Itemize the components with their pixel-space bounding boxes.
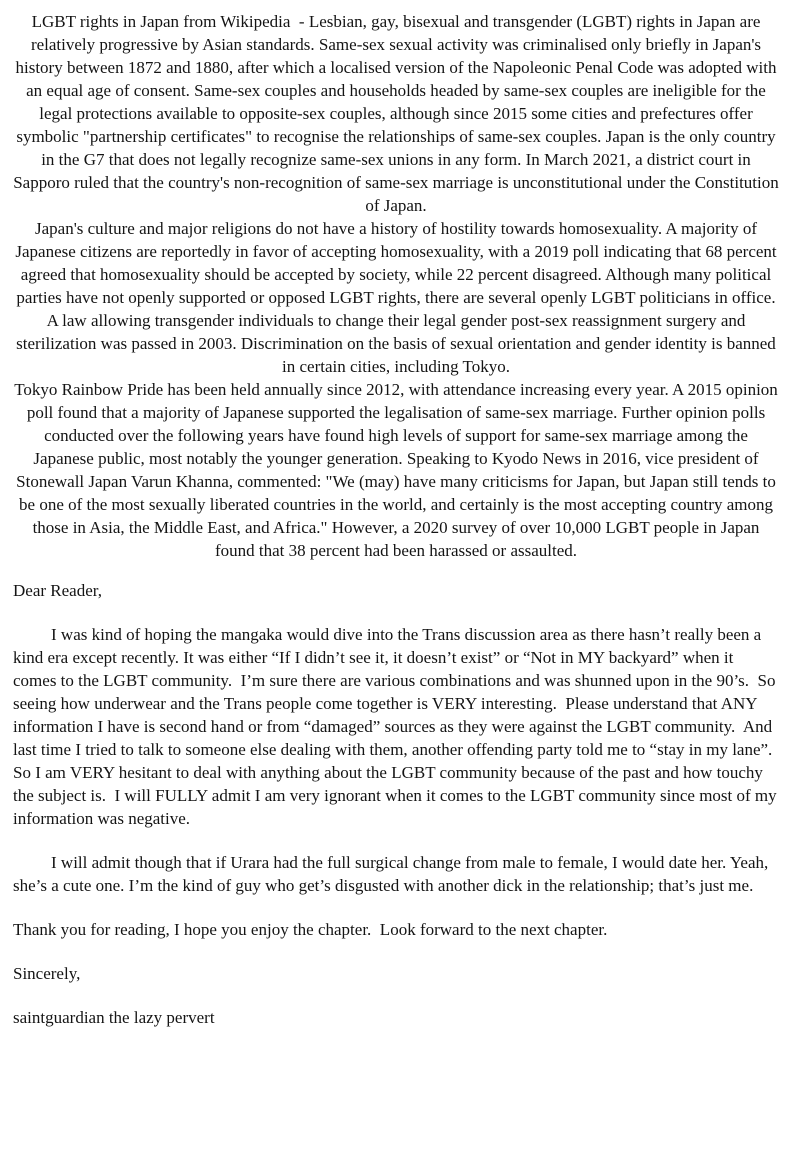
author-letter — [13, 579, 779, 1029]
excerpt-paragraph-2: Japan's culture and major religions do not have a history of hostility towards homosexuality. A majority of Japanese citizens are reportedly in favor of accepting homosexuality, with a 2019 poll indicating that 68 percent agreed that homosexuality should be accepted by society, while 22 percent disagreed. Although many political parties have not openly supported or opposed LGBT rights, there are several openly LGBT politicians in office. A law allowing transgender individuals to change their legal gender post-sex reassignment surgery and sterilization was passed in 2003. Discrimination on the basis of sexual orientation and gender identity is banned in certain cities, including Tokyo. — [15, 219, 781, 376]
excerpt-paragraph-1: LGBT rights in Japan from Wikipedia - Lesbian, gay, bisexual and transgender (LGBT) rights in Japan are relatively progressive by Asian standards. Same-sex sexual activity was criminalised only briefly in Japan's history between 1872 and 1880, after which a localised version of the Napoleonic Penal Code was adopted with an equal age of consent. Same-sex couples and households headed by same-sex couples are ineligible for the legal protections available to opposite-sex couples, although since 2015 some cities and prefectures offer symbolic "partnership certificates" to recognise the relationships of same-sex couples. Japan is the only country in the G7 that does not legally recognize same-sex unions in any form. In March 2021, a district court in Sapporo ruled that the country's non-recognition of same-sex marriage is unconstitutional under the Constitution of Japan. — [13, 12, 784, 215]
letter-paragraph-2: I will admit though that if Urara had the full surgical change from male to female, I would date her. Yeah, she’s a cute one. I’m the kind of guy who get’s disgusted with another dick in the relationship; that’s just me. — [13, 853, 773, 895]
letter-salutation: Dear Reader, — [13, 581, 102, 600]
letter-paragraph-1: I was kind of hoping the mangaka would dive into the Trans discussion area as there hasn’t really been a kind era except recently. It was either “If I didn’t see it, it doesn’t exist” or “Not in MY backyard” when it comes to the LGBT community. I’m sure there are various combinations and was shunned upon in the 90’s. So seeing how underwear and the Trans people come together is VERY interesting. Please understand that ANY information I have is second hand or from “damaged” sources as they were against the LGBT community. And last time I tried to talk to someone else dealing with them, another offending party told me to “stay in my lane”. So I am VERY hesitant to deal with anything about the LGBT community because of the past and how touchy the subject is. I will FULLY admit I am very ignorant when it comes to the LGBT community since most of my information was negative. — [13, 625, 781, 828]
letter-signoff: Sincerely, — [13, 964, 81, 983]
letter-closing-line: Thank you for reading, I hope you enjoy the chapter. Look forward to the next chapter. — [13, 920, 608, 939]
excerpt-paragraph-3: Tokyo Rainbow Pride has been held annually since 2012, with attendance increasing every year. A 2015 opinion poll found that a majority of Japanese supported the legalisation of same-sex marriage. Further opinion polls conducted over the following years have found high levels of support for same-sex marriage among the Japanese public, most notably the younger generation. Speaking to Kyodo News in 2016, vice president of Stonewall Japan Varun Khanna, commented: "We (may) have many criticisms for Japan, but Japan still tends to be one of the most sexually liberated countries in the world, and certainly is the most accepting country among those in Asia, the Middle East, and Africa." However, a 2020 survey of over 10,000 LGBT people in Japan found that 38 percent had been harassed or assaulted. — [14, 380, 783, 560]
letter-signature: saintguardian the lazy pervert — [13, 1008, 215, 1027]
wikipedia-excerpt — [13, 10, 784, 562]
